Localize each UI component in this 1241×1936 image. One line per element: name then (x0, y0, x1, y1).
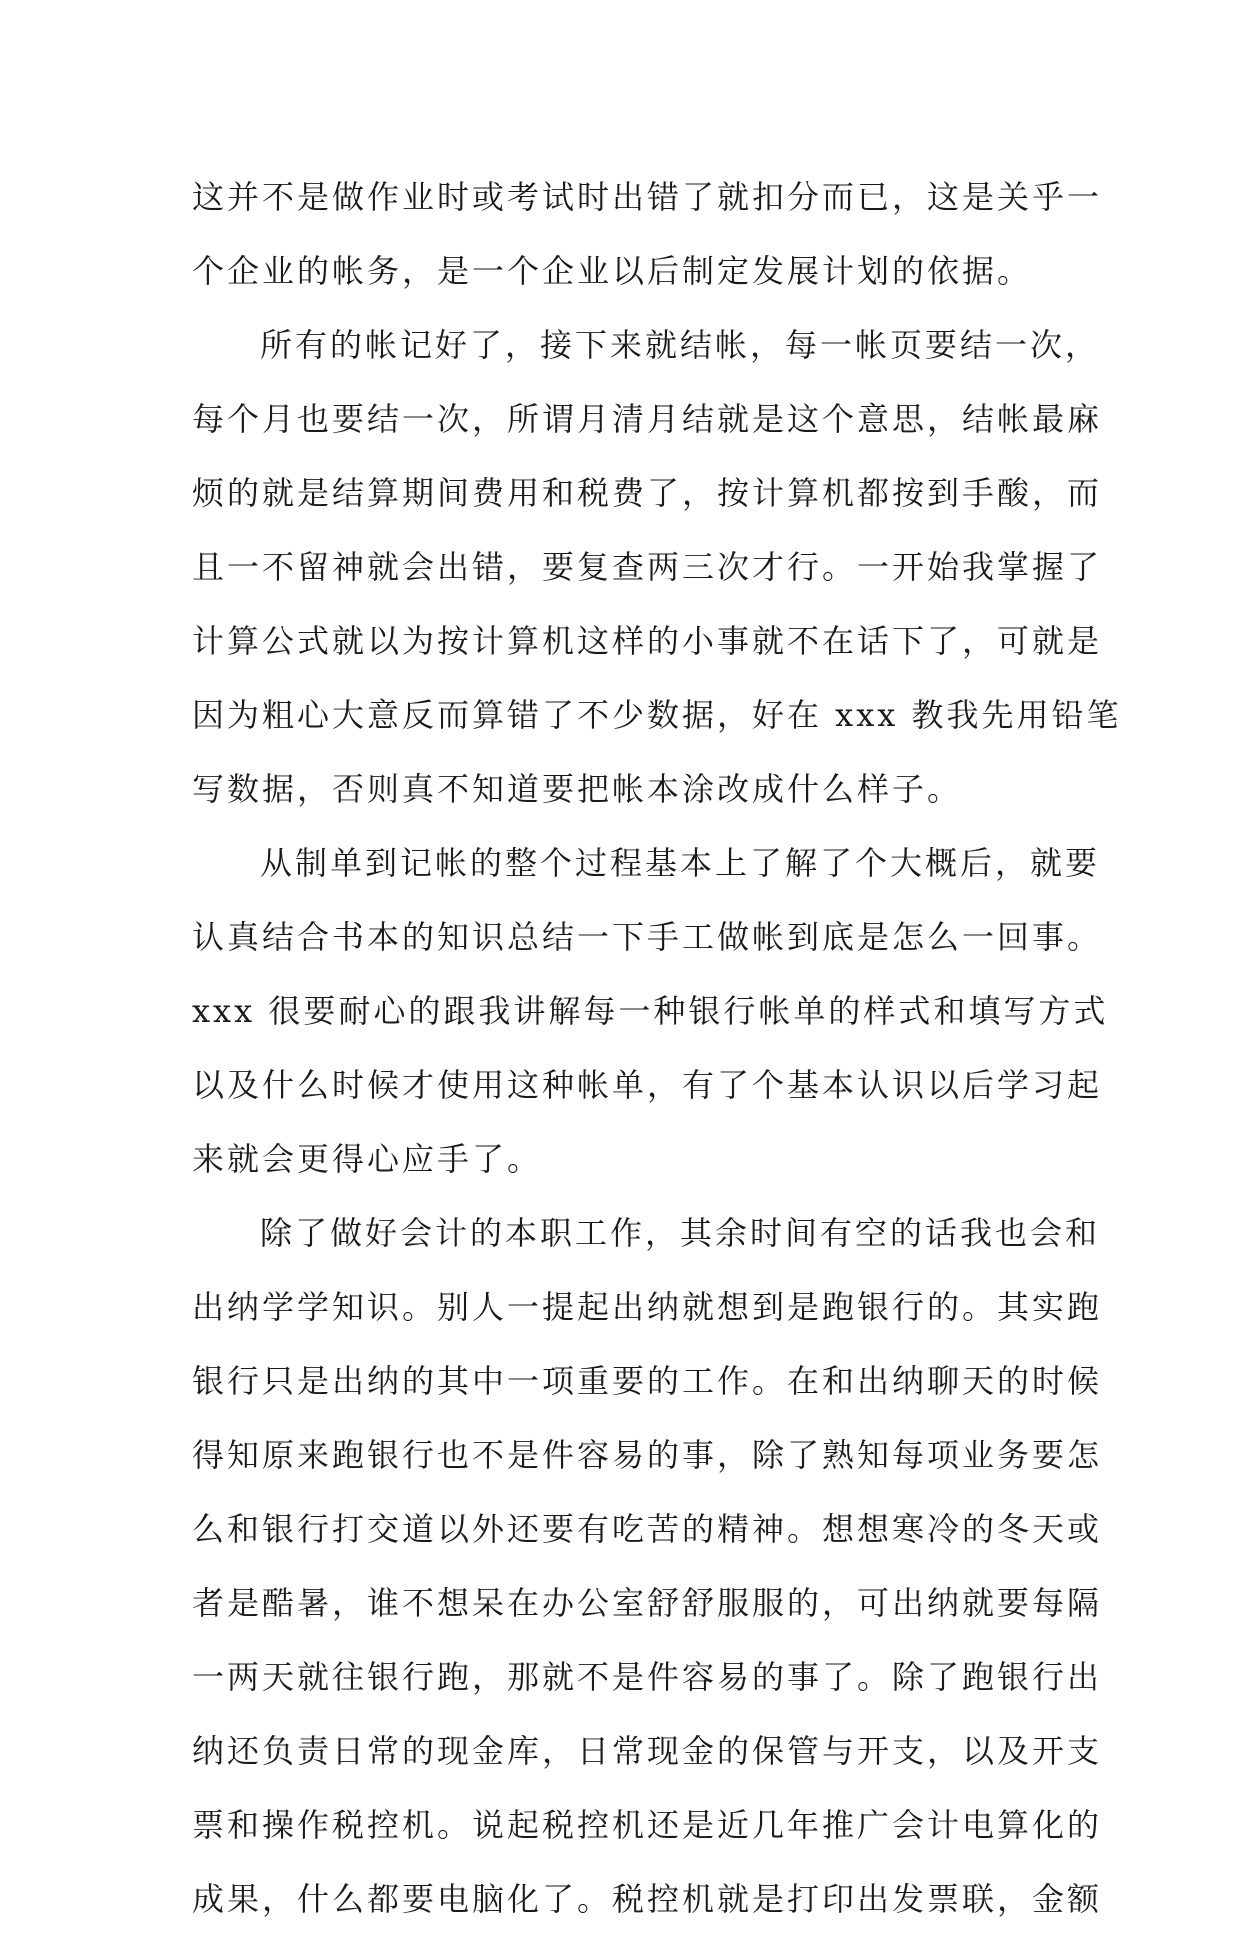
text-line: 纳还负责日常的现金库，日常现金的保管与开支，以及开支 (192, 1732, 1103, 1770)
text-line: 所有的帐记好了，接下来就结帐，每一帐页要结一次， (260, 326, 1101, 364)
text-line: 以及什么时候才使用这种帐单，有了个基本认识以后学习起 (192, 1066, 1103, 1104)
paragraph-3 (192, 826, 1109, 1196)
paragraph-2 (192, 308, 1122, 826)
text-line: 个企业的帐务，是一个企业以后制定发展计划的依据。 (192, 252, 1033, 290)
text-line: 每个月也要结一次，所谓月清月结就是这个意思，结帐最麻 (192, 400, 1103, 438)
text-line: 认真结合书本的知识总结一下手工做帐到底是怎么一回事。 (192, 918, 1103, 956)
text-line: 成果，什么都要电脑化了。税控机就是打印出发票联，金额 (192, 1880, 1103, 1918)
text-line: 这并不是做作业时或考试时出错了就扣分而已，这是关乎一 (192, 178, 1103, 216)
paragraph-4 (192, 1196, 1103, 1936)
text-line: 烦的就是结算期间费用和税费了，按计算机都按到手酸，而 (192, 474, 1103, 512)
text-line: 得知原来跑银行也不是件容易的事，除了熟知每项业务要怎 (192, 1436, 1103, 1474)
text-line: 写数据，否则真不知道要把帐本涂改成什么样子。 (192, 770, 963, 808)
text-line: 且一不留神就会出错，要复查两三次才行。一开始我掌握了 (192, 548, 1103, 586)
text-line: 计算公式就以为按计算机这样的小事就不在话下了，可就是 (192, 622, 1103, 660)
body-text (192, 160, 1122, 1936)
text-line: 因为粗心大意反而算错了不少数据，好在 xxx 教我先用铅笔 (192, 696, 1122, 734)
text-line: xxx 很要耐心的跟我讲解每一种银行帐单的样式和填写方式 (192, 992, 1109, 1030)
text-line: 除了做好会计的本职工作，其余时间有空的话我也会和 (260, 1214, 1101, 1252)
text-line: 从制单到记帐的整个过程基本上了解了个大概后，就要 (260, 844, 1101, 882)
text-line: 者是酷暑，谁不想呆在办公室舒舒服服的，可出纳就要每隔 (192, 1584, 1103, 1622)
text-line: 票和操作税控机。说起税控机还是近几年推广会计电算化的 (192, 1806, 1103, 1844)
paragraph-1 (192, 160, 1103, 308)
text-line: 么和银行打交道以外还要有吃苦的精神。想想寒冷的冬天或 (192, 1510, 1103, 1548)
text-line: 出纳学学知识。别人一提起出纳就想到是跑银行的。其实跑 (192, 1288, 1103, 1326)
text-line: 一两天就往银行跑，那就不是件容易的事了。除了跑银行出 (192, 1658, 1103, 1696)
text-line: 银行只是出纳的其中一项重要的工作。在和出纳聊天的时候 (192, 1362, 1103, 1400)
text-line: 来就会更得心应手了。 (192, 1140, 543, 1178)
